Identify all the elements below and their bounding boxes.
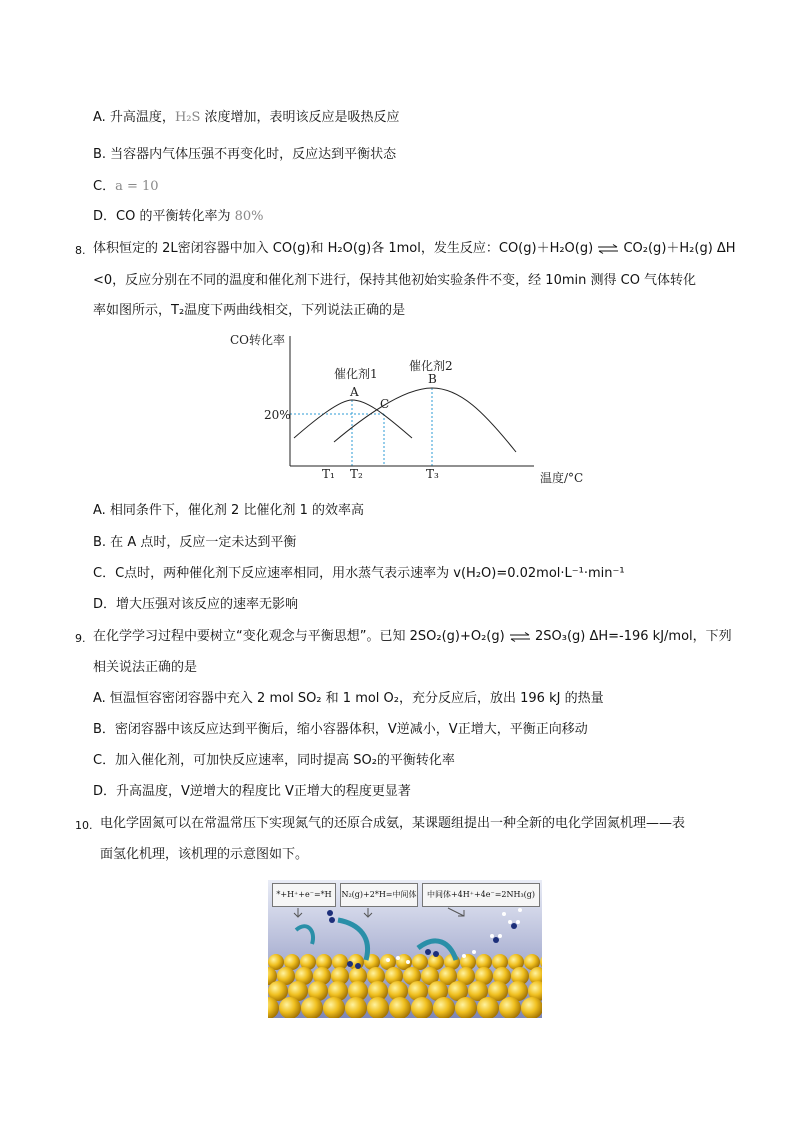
chart-x-tick-t3: T₃ [426,467,439,481]
surface-atom [279,997,301,1018]
surface-atom [301,997,323,1018]
q9-stem-line2: 相关说法正确的是 [93,660,198,675]
step1-equation-box: *+H⁺+e⁻=*H [272,883,336,907]
q7-option-a-suffix: 浓度增加，表明该反应是吸热反应 [200,110,400,125]
q7-option-d [93,208,264,226]
q7-option-d-prefix: D．CO 的平衡转化率为 [93,209,235,224]
q8-option-a: A. 相同条件下，催化剂 2 比催化剂 1 的效率高 [93,503,365,518]
chart-x-tick-t2: T₂ [350,467,363,481]
surface-atom [367,997,389,1018]
q7-option-d-formula: 80% [234,209,264,224]
q10-stem-line2: 面氢化机理，该机理的示意图如下。 [100,847,309,862]
chart-series1-name: 催化剂1 [334,367,378,381]
q7-option-c-formula: a = 10 [115,179,159,194]
surface-atom [433,997,455,1018]
q9-option-b: B．密闭容器中该反应达到平衡后，缩小容器体积，V逆减小，V正增大，平衡正向移动 [93,722,588,737]
equilibrium-arrow-icon [597,244,619,254]
chart-x-tick-t1: T₁ [322,467,335,481]
q10-number: 10. [75,819,93,832]
q9-stem-line1 [93,628,732,646]
surface-atom [455,997,477,1018]
q7-option-c-prefix: C． [93,179,116,194]
q8-stem-line1-text: 体积恒定的 2L密闭容器中加入 CO(g)和 H₂O(g)各 1mol，发生反应：CO(g)＋H₂O(g) [93,241,594,256]
chart-series2-name: 催化剂2 [409,359,453,373]
q10-stem-line1: 电化学固氮可以在常温常压下实现氮气的还原合成氨，某课题组提出一种全新的电化学固氮机理——表 [100,816,686,831]
chart-y-tick-20: 20% [264,408,291,422]
q8-stem-line2: <0，反应分别在不同的温度和催化剂下进行，保持其他初始实验条件不变，经 10min 测得 CO 气体转化 [93,273,697,288]
chart-point-c-label: C [380,397,390,411]
q9-option-c: C．加入催化剂，可加快反应速率，同时提高 SO₂的平衡转化率 [93,753,455,768]
q9-stem-line1-text: 在化学学习过程中要树立“变化观念与平衡思想”。已知 2SO₂(g)+O₂(g) [93,629,505,644]
q8-stem-line1-tail: CO₂(g)＋H₂(g) ΔH [623,241,736,256]
q7-option-a-formula: H₂S [174,110,201,125]
surface-atom [345,997,367,1018]
chart-series1-curve [294,400,412,438]
surface-atom [323,997,345,1018]
surface-atom [411,997,433,1018]
chart-point-b-label: B [428,372,437,386]
chart-point-a-label: A [350,385,359,399]
co-conversion-chart [222,330,592,490]
step2-equation-box: N₂(g)+2*H=中间体 [340,883,418,907]
q8-stem-line1 [93,240,736,258]
surface-atom [499,997,521,1018]
chart-xlabel: 温度/°C [540,471,584,485]
q7-option-c [93,178,159,196]
q8-option-d: D．增大压强对该反应的速率无影响 [93,597,299,612]
q7-option-a-prefix: A. 升高温度， [93,110,175,125]
q9-stem-line1-tail: 2SO₃(g) ΔH=-196 kJ/mol，下列 [534,629,732,644]
surface-atom [477,997,499,1018]
q8-number: 8. [75,244,86,257]
step3-equation-box: 中间体+4H⁺+4e⁻=2NH₃(g) [422,883,540,907]
chart-ylabel: CO转化率 [230,333,286,347]
surface-hydrogenation-mechanism-figure [268,880,542,1018]
surface-atom [389,997,411,1018]
equilibrium-arrow-icon [509,632,531,642]
co-conversion-chart-svg [222,330,592,490]
q9-option-d: D．升高温度，V逆增大的程度比 V正增大的程度更显著 [93,784,411,799]
q8-stem-line3: 率如图所示，T₂温度下两曲线相交，下列说法正确的是 [93,303,406,318]
chart-series2-curve [334,388,516,452]
q8-option-c: C．C点时，两种催化剂下反应速率相同，用水蒸气表示速率为 v(H₂O)=0.02mol·L⁻¹·min⁻¹ [93,566,625,581]
q7-option-a [93,109,400,127]
q9-option-a: A. 恒温恒容密闭容器中充入 2 mol SO₂ 和 1 mol O₂，充分反应后，放出 196 kJ 的热量 [93,691,604,706]
q7-option-b: B. 当容器内气体压强不再变化时，反应达到平衡状态 [93,147,397,162]
q8-option-b: B. 在 A 点时，反应一定未达到平衡 [93,535,297,550]
q9-number: 9. [75,632,86,645]
